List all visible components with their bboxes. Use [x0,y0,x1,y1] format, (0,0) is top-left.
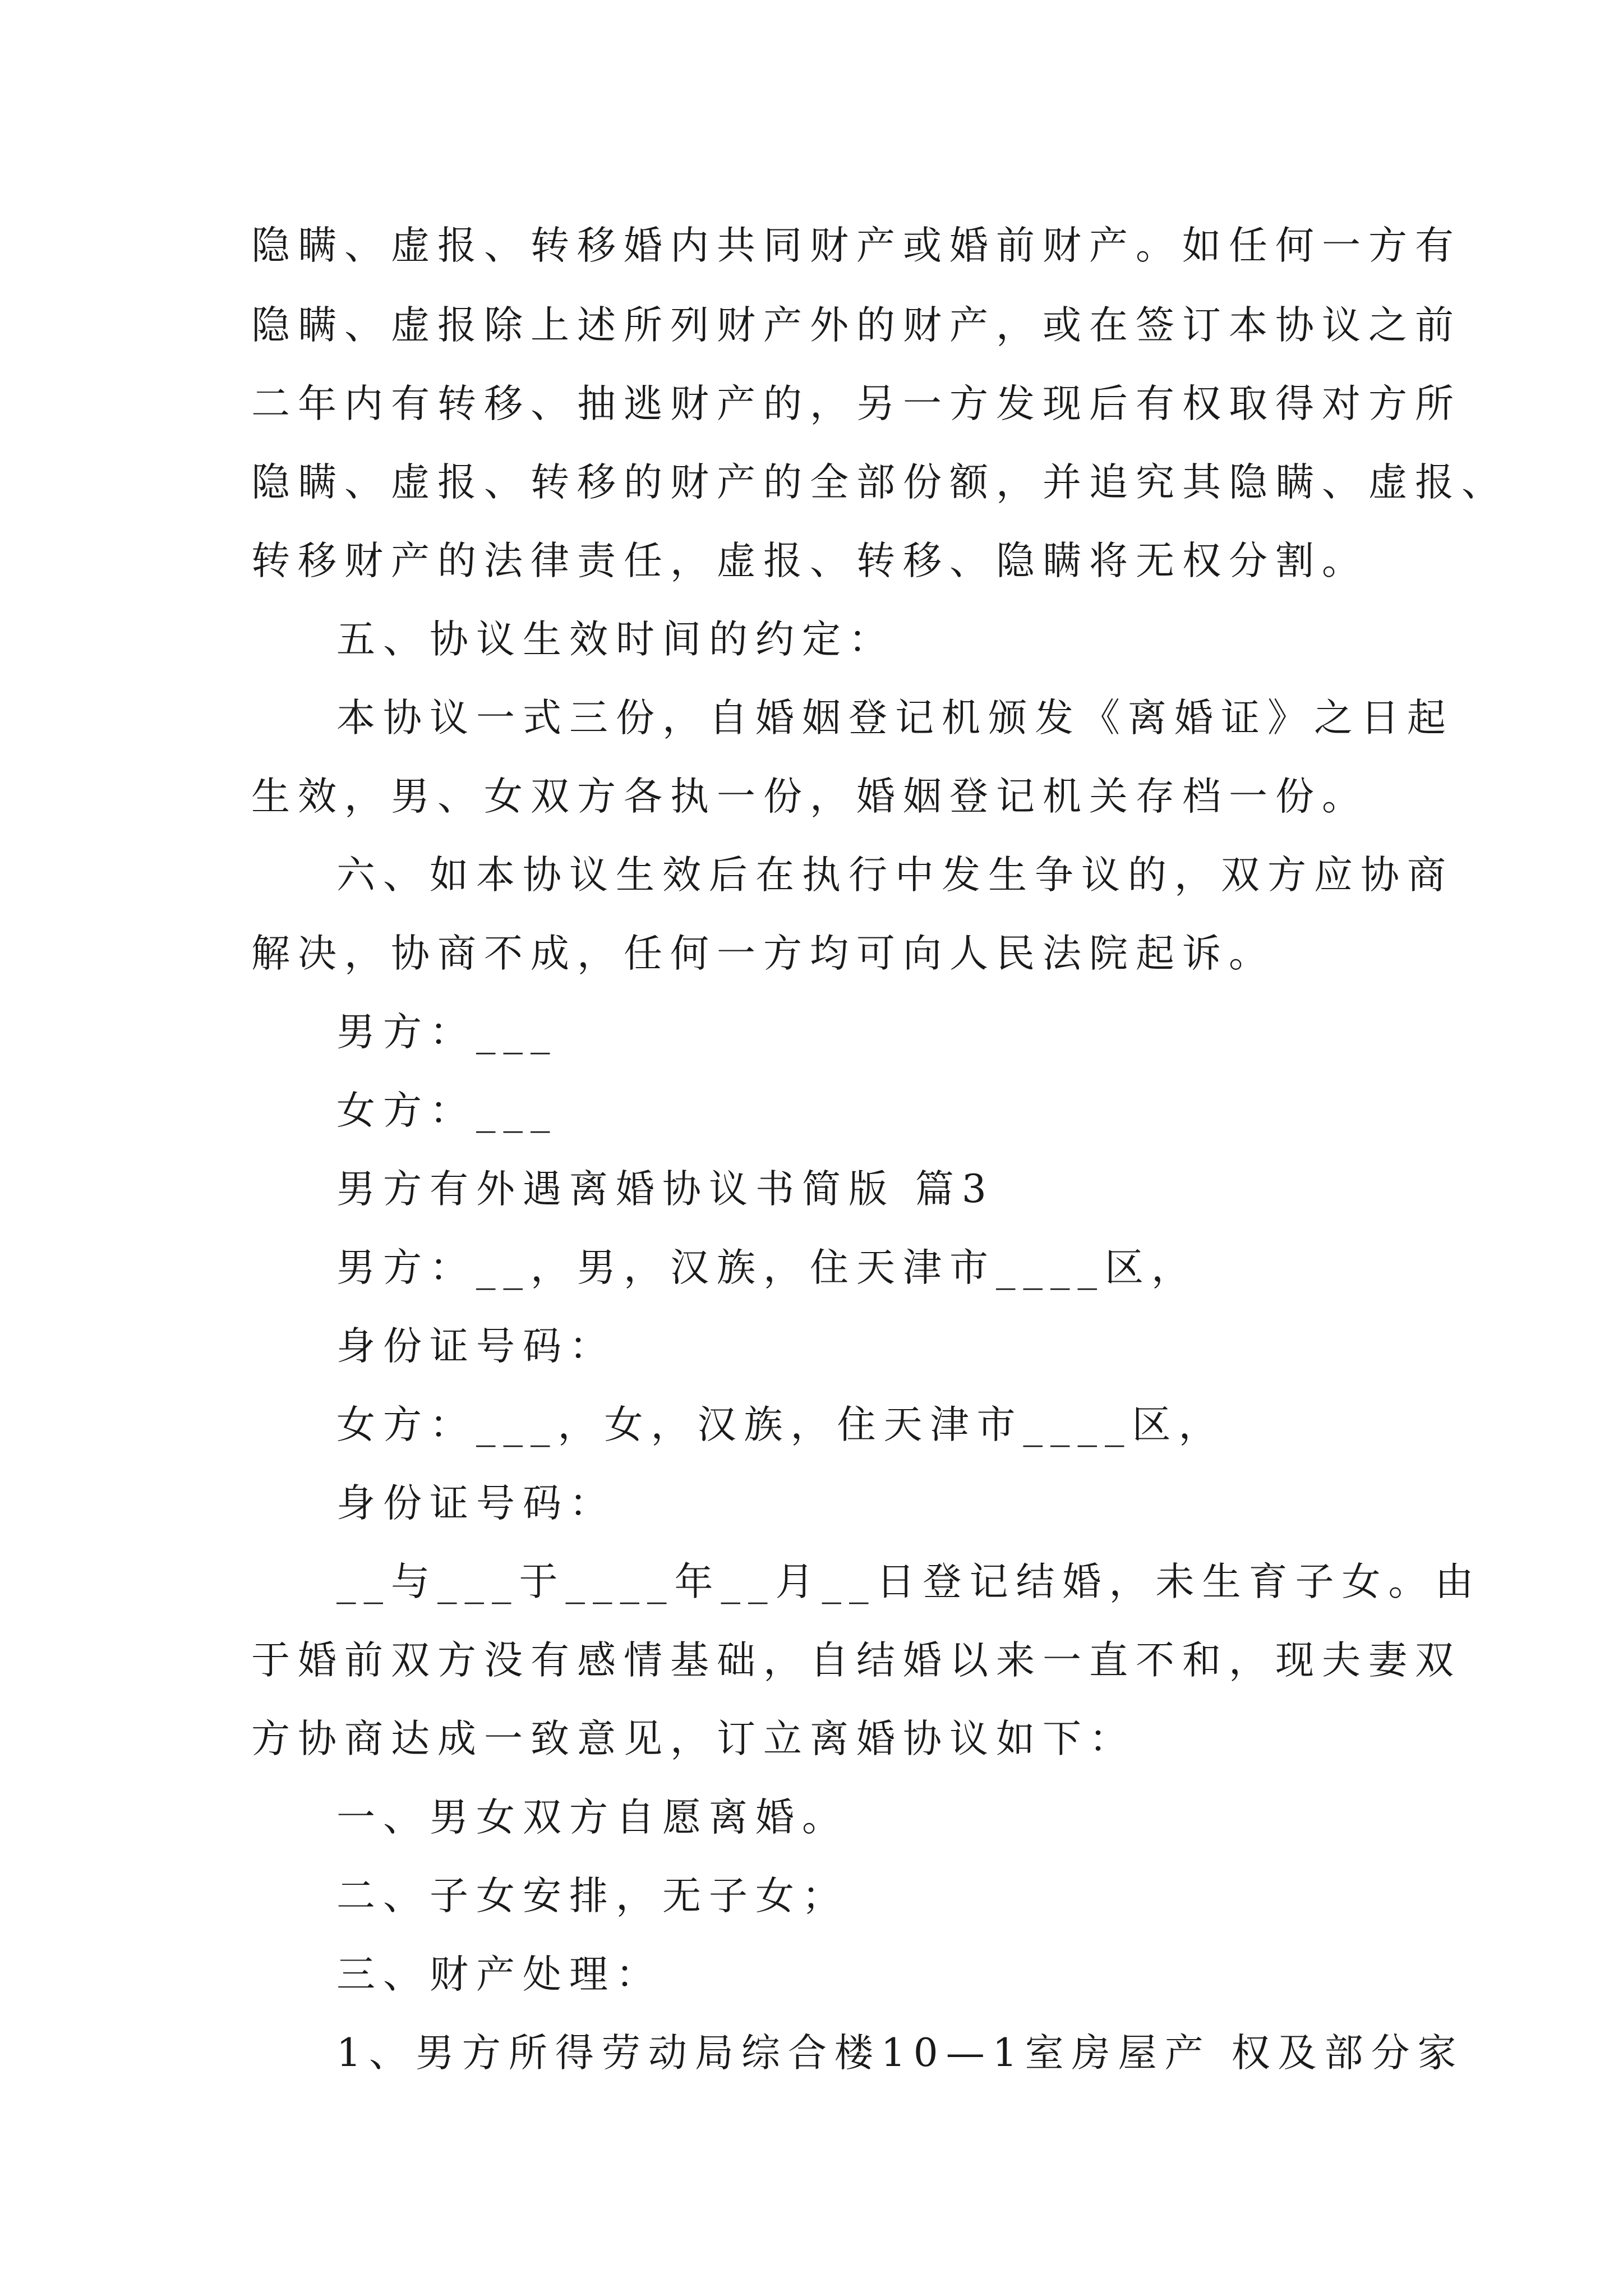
text-line: 隐瞒、虚报、转移婚内共同财产或婚前财产。如任何一方有 [251,223,1461,268]
text-line: 一、男女双方自愿离婚。 [336,1795,849,1840]
text-line: 隐瞒、虚报、转移的财产的全部份额，并追究其隐瞒、虚报、 [251,460,1508,505]
text-line: 隐瞒、虚报除上述所列财产外的财产，或在签订本协议之前 [251,303,1461,348]
text-line: 方协商达成一致意见，订立离婚协议如下： [251,1717,1136,1761]
text-line: 本协议一式三份，自婚姻登记机颁发《离婚证》之日起 [336,696,1454,740]
text-line: 1、男方所得劳动局综合楼10—1室房屋产 权及部分家 [336,2031,1464,2076]
text-line: 男方：__，男，汉族，住天津市____区， [336,1245,1198,1290]
signature-male: 男方：___ [336,1010,558,1055]
text-line: 身份证号码： [336,1324,616,1369]
text-line: 转移财产的法律责任，虚报、转移、隐瞒将无权分割。 [251,539,1368,583]
section-heading: 三、财产处理： [336,1952,662,1997]
text-line: 身份证号码： [336,1481,616,1526]
document-title: 男方有外遇离婚协议书简版 篇3 [336,1167,994,1212]
section-heading: 五、协议生效时间的约定： [336,617,895,662]
text-line: __与___于____年__月__日登记结婚，未生育子女。由 [336,1559,1482,1604]
text-line: 女方：___，女，汉族，住天津市____区， [336,1402,1225,1447]
signature-female: 女方：___ [336,1088,558,1133]
text-line: 解决，协商不成，任何一方均可向人民法院起诉。 [251,931,1275,976]
text-line: 六、如本协议生效后在执行中发生争议的，双方应协商 [336,853,1454,898]
text-line: 二年内有转移、抽逃财产的，另一方发现后有权取得对方所 [251,381,1461,426]
text-line: 生效，男、女双方各执一份，婚姻登记机关存档一份。 [251,774,1368,819]
text-line: 于婚前双方没有感情基础，自结婚以来一直不和，现夫妻双 [251,1638,1461,1683]
text-line: 二、子女安排，无子女； [336,1874,849,1918]
